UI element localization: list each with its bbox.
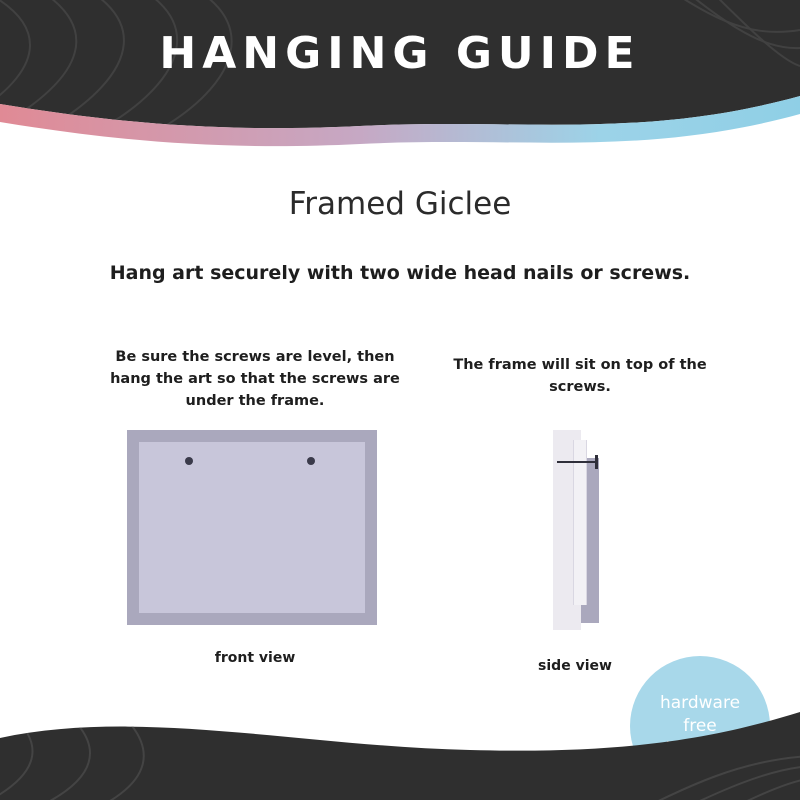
footer-wave-graphic <box>0 690 800 800</box>
footer-band <box>0 690 800 800</box>
caption-side-view: The frame will sit on top of the screws. <box>453 357 707 395</box>
front-view-label: front view <box>214 650 296 666</box>
screw-shaft-icon <box>557 461 597 463</box>
product-title: Framed Giclee <box>288 186 512 222</box>
badge-line-2: free <box>683 715 717 736</box>
screw-head-icon <box>595 455 598 469</box>
side-view-label: side view <box>538 658 612 674</box>
side-view-diagram <box>545 430 665 630</box>
page-title: HANGING GUIDE <box>159 28 641 79</box>
front-view-diagram <box>127 430 377 625</box>
frame-side-face <box>573 440 587 605</box>
header-band <box>0 0 800 150</box>
screw-left-icon <box>185 457 193 465</box>
caption-front-view: Be sure the screws are level, then hang the art so that the screws are under the frame. <box>110 349 400 409</box>
frame-artwork-area <box>139 442 365 613</box>
instruction-subtitle: Hang art securely with two wide head nails or screws. <box>109 262 691 284</box>
badge-line-1: hardware <box>659 692 741 713</box>
screw-right-icon <box>307 457 315 465</box>
